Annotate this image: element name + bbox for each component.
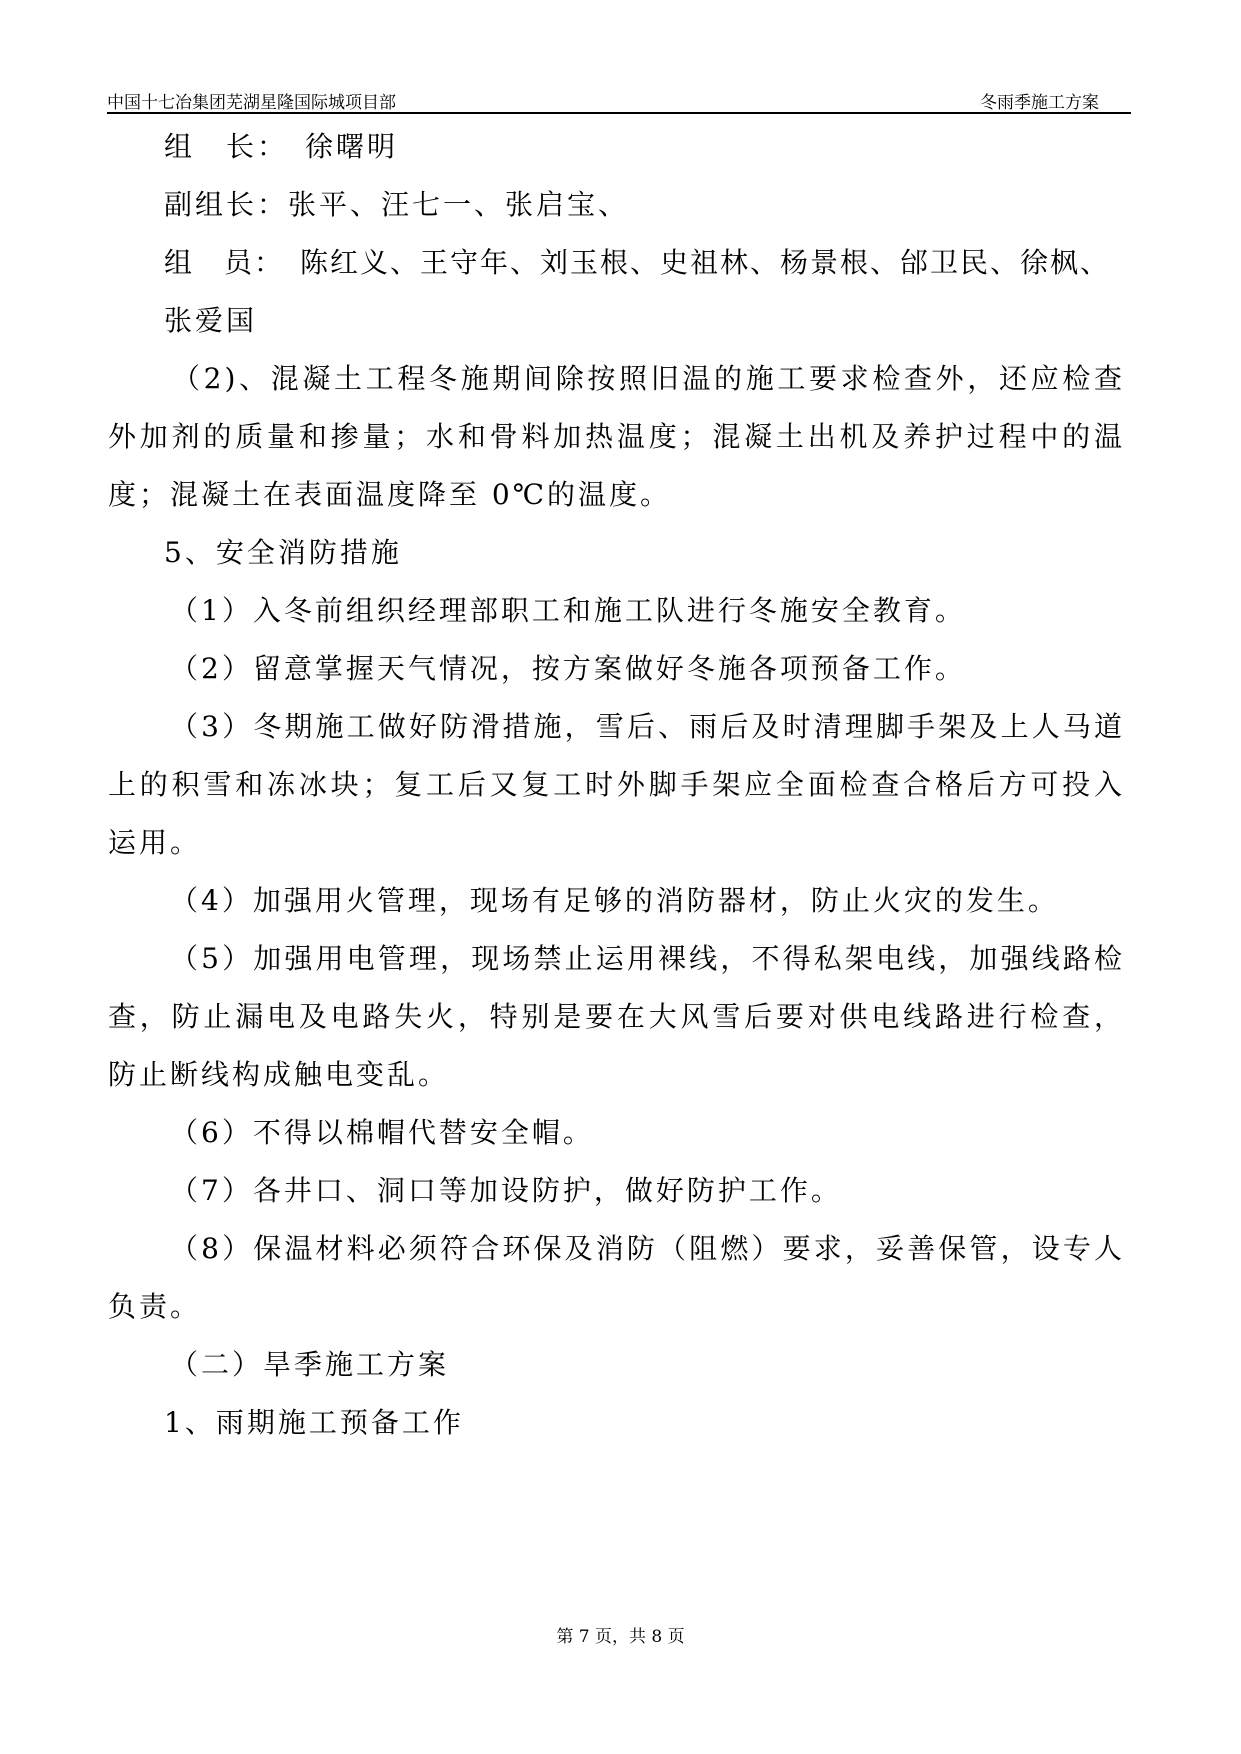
safety-item-8: （8）保温材料必须符合环保及消防（阻燃）要求，妥善保管，设专人负责。 [108,1232,1125,1323]
team-members-line: 组 员： 陈红义、王守年、刘玉根、史祖林、杨景根、邰卫民、徐枫、 [164,246,1111,279]
section-5-heading: 5、安全消防措施 [164,536,402,569]
safety-item-3: （3）冬期施工做好防滑措施，雪后、雨后及时清理脚手架及上人马道上的积雪和冻冰块；复工后又复工时外脚手架应全面检查合格后方可投入运用。 [108,710,1125,859]
section-2-heading: （二）旱季施工方案 [170,1348,450,1381]
team-leader-line: 组 长： 徐曙明 [164,130,399,163]
header-organization: 中国十七冶集团芜湖星隆国际城项目部 [107,93,396,113]
safety-item-5: （5）加强用电管理，现场禁止运用裸线，不得私架电线，加强线路检查，防止漏电及电路失火，特别是要在大风雪后要对供电线路进行检查，防止断线构成触电变乱。 [108,942,1125,1091]
safety-item-4: （4）加强用火管理，现场有足够的消防器材，防止火灾的发生。 [170,884,1059,917]
safety-item-7: （7）各井口、洞口等加设防护，做好防护工作。 [170,1174,842,1207]
document-body [108,118,1125,1452]
subsection-1-heading: 1、雨期施工预备工作 [164,1406,464,1439]
safety-item-2: （2）留意掌握天气情况，按方案做好冬施各项预备工作。 [170,652,966,685]
page-header [107,74,1131,114]
safety-item-1: （1）入冬前组织经理部职工和施工队进行冬施安全教育。 [170,594,966,627]
header-document-title: 冬雨季施工方案 [980,93,1099,113]
concrete-inspection-paragraph: （2)、混凝土工程冬施期间除按照旧温的施工要求检查外，还应检查外加剂的质量和掺量；水和骨料加热温度；混凝土出机及养护过程中的温度；混凝土在表面温度降至 0℃的温度。 [108,362,1125,511]
page-number-footer: 第 7 页，共 8 页 [556,1627,685,1647]
team-vice-leader-line: 副组长：张平、汪七一、张启宝、 [164,188,630,221]
safety-item-6: （6）不得以棉帽代替安全帽。 [170,1116,594,1149]
team-members-continuation: 张爱国 [164,304,258,337]
